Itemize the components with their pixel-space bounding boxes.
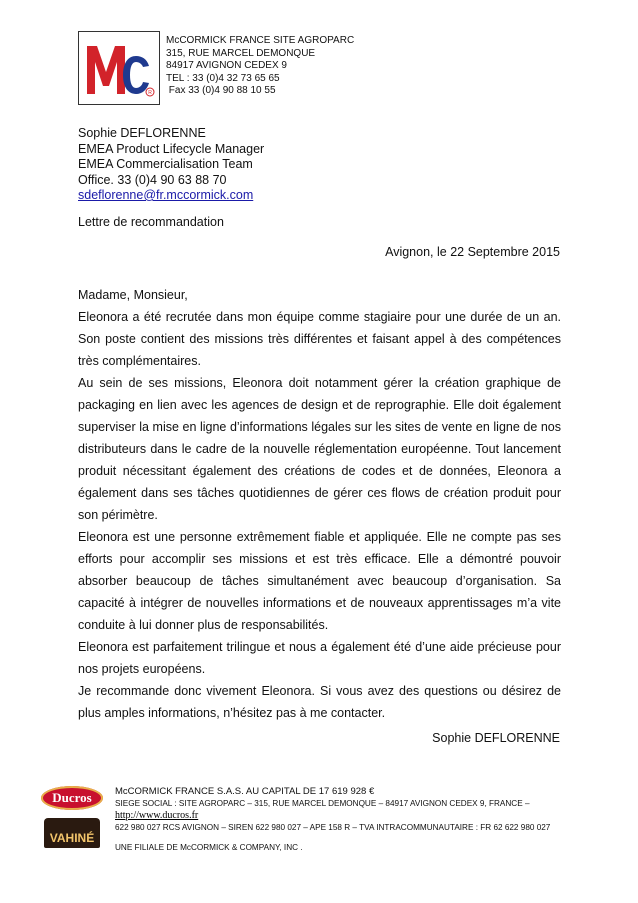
footer-legal [115, 786, 550, 854]
sender-team: EMEA Commercialisation Team [78, 157, 253, 171]
footer-website-link[interactable]: http://www.ducros.fr [115, 810, 199, 821]
sender-office-phone: Office. 33 (0)4 90 63 88 70 [78, 172, 227, 187]
mccormick-logo [78, 31, 160, 105]
sender-name: Sophie DEFLORENNE [78, 126, 206, 140]
sender-title: EMEA Product Lifecycle Manager [78, 141, 265, 156]
letter-date: Avignon, le 22 Septembre 2015 [385, 245, 560, 259]
body-paragraph: Eleonora est parfaitement trilingue et nous a également été d’une aide précieuse pour nos projets européens. [78, 640, 561, 676]
mccormick-logo-graphic [79, 32, 159, 104]
company-phone: TEL : 33 (0)4 32 73 65 65 [166, 72, 280, 84]
footer-company-capital: McCORMICK FRANCE S.A.S. AU CAPITAL DE 17 619 928 € [115, 786, 375, 797]
body-paragraph: Eleonora est une personne extrêmement fiable et appliquée. Elle ne compte pas ses efforts pour accomplir ses missions et est très efficace. Elle a démontré pouvoir absorber beaucoup de tâches simultanément avec beaucoup d’organisation. Sa capacité à intégrer de nouvelles informations et de nouveaux apprentissages m’a vite conduite à lui donner plus de responsabilités. [78, 530, 561, 632]
body-paragraph: Eleonora a été recrutée dans mon équipe comme stagiaire pour une durée de un an. Son poste contient des missions très différentes et faisant appel à des compétences très complémentaires. [78, 310, 561, 368]
body-paragraph: Au sein de ses missions, Eleonora doit notamment gérer la création graphique de packaging en lien avec les agences de design et de reprographie. Elle doit également superviser la mise en ligne d’informations légales sur les sites de vente en ligne de nos distributeurs dans le cadre de la nouvelle réglementation européenne. Tout lancement produit nécessitant également des créations de codes et de données, Eleonora a également dans ses tâches quotidiennes de gérer ces flows de création produit pour son périmètre. [78, 376, 561, 522]
footer-subsidiary: UNE FILIALE DE McCORMICK & COMPANY, INC . [115, 843, 303, 852]
svg-text:R: R [148, 90, 152, 96]
body-paragraph: Je recommande donc vivement Eleonora. Si vous avez des questions ou désirez de plus amples informations, n’hésitez pas à me contacter. [78, 684, 561, 720]
ducros-logo: Ducros [41, 786, 103, 810]
letter-subject: Lettre de recommandation [78, 215, 224, 229]
vahine-logo: VAHINÉ [44, 818, 100, 848]
signature: Sophie DEFLORENNE [432, 731, 560, 745]
company-name: McCORMICK FRANCE SITE AGROPARC [166, 35, 355, 46]
footer-head-office: SIEGE SOCIAL : SITE AGROPARC – 315, RUE MARCEL DEMONQUE – 84917 AVIGNON CEDEX 9, FRANCE – [115, 799, 530, 808]
company-city: 84917 AVIGNON CEDEX 9 [166, 60, 287, 71]
sender-email-link[interactable]: sdeflorenne@fr.mccormick.com [78, 188, 254, 202]
company-address-block [166, 35, 354, 98]
letter-greeting: Madame, Monsieur, [78, 288, 188, 302]
sender-block [78, 126, 264, 204]
footer-registration: 622 980 027 RCS AVIGNON – SIREN 622 980 027 – APE 158 R – TVA INTRACOMMUNAUTAIRE : FR 62 622 980 027 [115, 823, 551, 832]
company-street: 315, RUE MARCEL DEMONQUE [166, 47, 316, 59]
letter-body [78, 306, 561, 724]
company-fax: Fax 33 (0)4 90 88 10 55 [166, 85, 276, 96]
